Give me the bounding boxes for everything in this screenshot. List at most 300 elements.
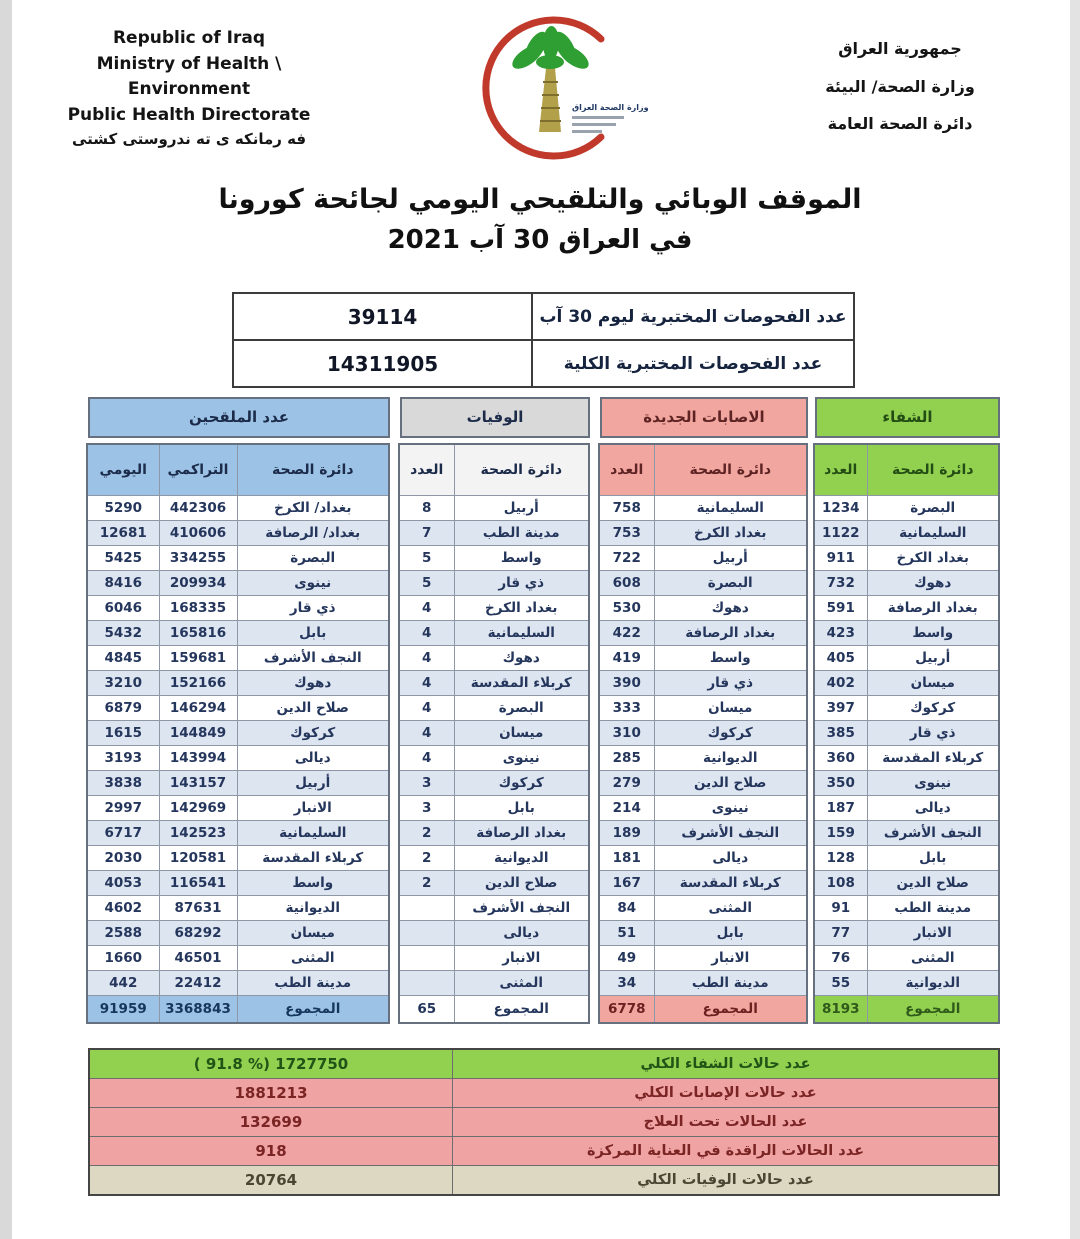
table-row [399,571,589,596]
cell-name: كربلاء المقدسة [654,871,807,896]
column-header-name: دائرة الصحة [454,444,589,496]
table-row [87,796,389,821]
cell-name: بغداد الرصافة [654,621,807,646]
total-label: المجموع [867,996,999,1024]
header-english [38,26,340,151]
cell-value: 385 [814,721,867,746]
cell-daily: 6879 [87,696,159,721]
cell-name: البصرة [867,496,999,521]
cell-name: أربيل [867,646,999,671]
lab-tests-daily-value: 39114 [233,293,532,340]
cell-value: 402 [814,671,867,696]
photo-edge-right [1070,0,1080,1239]
cell-cumulative: 146294 [159,696,237,721]
cell-value: 108 [814,871,867,896]
table-row [814,596,999,621]
table-row [399,621,589,646]
cell-name: كركوك [867,696,999,721]
table-row [87,746,389,771]
cell-value: 187 [814,796,867,821]
table-row [87,921,389,946]
cell-name: مدينة الطب [654,971,807,996]
recoveries-table [815,397,1000,1024]
column-header-daily: اليومي [87,444,159,496]
total-daily: 91959 [87,996,159,1024]
cell-value: 530 [599,596,654,621]
table-row [399,546,589,571]
cell-name: صلاح الدين [654,771,807,796]
table-row [599,696,807,721]
cell-name: نينوى [237,571,389,596]
cell-name: ديالى [237,746,389,771]
column-header-name: دائرة الصحة [654,444,807,496]
table-row [87,946,389,971]
table-row [599,521,807,546]
cell-name: واسط [867,621,999,646]
cell-name: ذي قار [237,596,389,621]
vaccinated-table-title: عدد الملقحين [88,397,390,438]
vaccinated-table [88,397,390,1024]
cell-name: المثنى [654,896,807,921]
cell-cumulative: 142969 [159,796,237,821]
cell-value: 2 [399,846,454,871]
page-title-line1: الموقف الوبائي والتلقيحي اليومي لجائحة كورونا [218,184,862,215]
cell-value: 49 [599,946,654,971]
cell-value: 34 [599,971,654,996]
table-row [814,621,999,646]
cell-name: الديوانية [654,746,807,771]
table-row [87,521,389,546]
cell-name: المثنى [867,946,999,971]
table-row [814,746,999,771]
table-row [814,671,999,696]
cell-cumulative: 209934 [159,571,237,596]
page-title-line2: في العراق 30 آب 2021 [387,225,693,256]
cell-name: المثنى [237,946,389,971]
table-row [599,971,807,996]
table-row [599,621,807,646]
cell-value: 360 [814,746,867,771]
cell-value: 419 [599,646,654,671]
table-row [399,971,589,996]
cell-value: 4 [399,646,454,671]
table-row [233,293,854,340]
cell-cumulative: 46501 [159,946,237,971]
table-row [599,721,807,746]
total-value: 8193 [814,996,867,1024]
table-row [399,921,589,946]
table-row [399,721,589,746]
table-row [599,596,807,621]
cell-name: كربلاء المقدسة [454,671,589,696]
cell-name: بابل [237,621,389,646]
cell-name: ذي قار [654,671,807,696]
cell-name: بغداد الكرخ [454,596,589,621]
header-arabic-line3: دائرة الصحة العامة [827,114,973,134]
summary-row-total-recoveries [89,1049,999,1079]
ministry-of-health-logo [448,10,658,172]
lab-tests-total-label: عدد الفحوصات المختبرية الكلية [532,340,854,387]
table-row [814,571,999,596]
cell-cumulative: 334255 [159,546,237,571]
cell-daily: 3193 [87,746,159,771]
table-row [399,896,589,921]
cell-name: بغداد/ الكرخ [237,496,389,521]
cell-daily: 4053 [87,871,159,896]
cell-name: كركوك [454,771,589,796]
cell-name: بابل [454,796,589,821]
cell-name: البصرة [654,571,807,596]
cell-name: بابل [654,921,807,946]
summary-label: عدد حالات الوفيات الكلي [453,1166,1000,1196]
cell-name: أربيل [454,496,589,521]
cell-name: كربلاء المقدسة [237,846,389,871]
cell-name: دهوك [867,571,999,596]
total-label: المجموع [454,996,589,1024]
cell-value: 4 [399,721,454,746]
table-row [599,946,807,971]
cell-name: مدينة الطب [237,971,389,996]
recoveries-table-title: الشفاء [815,397,1000,438]
cell-value: 7 [399,521,454,546]
new-infections-table-title: الاصابات الجديدة [600,397,808,438]
table-row [599,546,807,571]
cell-value: 77 [814,921,867,946]
table-row [87,771,389,796]
cell-name: بغداد/ الرصافة [237,521,389,546]
table-row [814,846,999,871]
cell-value: 753 [599,521,654,546]
cell-cumulative: 68292 [159,921,237,946]
cell-name: النجف الأشرف [654,821,807,846]
column-header-name: دائرة الصحة [237,444,389,496]
cell-cumulative: 22412 [159,971,237,996]
cell-name: الديوانية [867,971,999,996]
table-row [399,521,589,546]
table-row [87,571,389,596]
cell-name: مدينة الطب [867,896,999,921]
column-header-row [599,444,807,496]
table-row [399,496,589,521]
table-row [87,696,389,721]
cell-daily: 4602 [87,896,159,921]
cell-name: الديوانية [237,896,389,921]
cell-name: أربيل [237,771,389,796]
table-row [814,771,999,796]
cell-value: 310 [599,721,654,746]
table-row [599,846,807,871]
summary-row-icu-cases [89,1137,999,1166]
cell-daily: 8416 [87,571,159,596]
cell-daily: 12681 [87,521,159,546]
header-arabic-line1: جمهورية العراق [838,39,962,58]
cell-cumulative: 142523 [159,821,237,846]
table-row [399,846,589,871]
cell-name: ديالى [454,921,589,946]
cell-daily: 1660 [87,946,159,971]
table-row [87,671,389,696]
cell-value: 8 [399,496,454,521]
cell-name: البصرة [237,546,389,571]
photo-edge-left [0,0,12,1239]
cell-cumulative: 120581 [159,846,237,871]
cell-name: واسط [237,871,389,896]
cell-value: 423 [814,621,867,646]
cell-value: 51 [599,921,654,946]
cell-value: 181 [599,846,654,871]
cell-value: 591 [814,596,867,621]
table-row [87,596,389,621]
cell-cumulative: 116541 [159,871,237,896]
cell-value: 5 [399,546,454,571]
table-row [87,721,389,746]
cell-name: نينوى [454,746,589,771]
table-row [399,771,589,796]
table-row [87,621,389,646]
table-row [599,821,807,846]
page-title [40,178,1040,260]
table-row [399,821,589,846]
cell-value: 55 [814,971,867,996]
table-row [399,796,589,821]
table-row [399,671,589,696]
cell-value: 214 [599,796,654,821]
cell-value: 3 [399,796,454,821]
table-row [399,946,589,971]
table-row [814,696,999,721]
cell-cumulative: 152166 [159,671,237,696]
header-kurdish-line: فه رمانكه ى ته ندروستى كشتى [71,130,307,148]
header-english-line1: Republic of Iraq [112,28,266,48]
table-row [599,921,807,946]
logo-caption-line [572,123,616,126]
table-row [599,496,807,521]
cell-daily: 5425 [87,546,159,571]
cell-daily: 3210 [87,671,159,696]
cell-name: واسط [454,546,589,571]
table-row [87,546,389,571]
total-cumulative: 3368843 [159,996,237,1024]
cell-name: ذي قار [867,721,999,746]
cell-value [399,946,454,971]
logo-caption: وزارة الصحة العراق [572,103,649,112]
cell-name: بغداد الكرخ [867,546,999,571]
cell-daily: 5290 [87,496,159,521]
cell-name: السليمانية [867,521,999,546]
cell-cumulative: 144849 [159,721,237,746]
cell-value: 3 [399,771,454,796]
cell-daily: 5432 [87,621,159,646]
cell-name: صلاح الدين [237,696,389,721]
header-arabic-line2: وزارة الصحة/ البيئة [825,76,975,96]
summary-label: عدد الحالات تحت العلاج [453,1108,1000,1137]
cell-value: 167 [599,871,654,896]
column-header-row [87,444,389,496]
cell-cumulative: 143994 [159,746,237,771]
lab-tests-total-value: 14311905 [233,340,532,387]
summary-value: 20764 [89,1166,453,1196]
summary-row-under-treatment [89,1108,999,1137]
table-row [814,821,999,846]
column-header-value: العدد [599,444,654,496]
table-row [87,896,389,921]
summary-label: عدد حالات الإصابات الكلي [453,1079,1000,1108]
table-row [814,946,999,971]
cell-name: ميسان [237,921,389,946]
table-row [814,521,999,546]
cell-cumulative: 165816 [159,621,237,646]
total-row [399,996,589,1024]
header-arabic [780,30,1020,143]
cell-value [399,921,454,946]
cell-value: 84 [599,896,654,921]
cell-value: 4 [399,621,454,646]
column-header-value: العدد [814,444,867,496]
column-header-name: دائرة الصحة [867,444,999,496]
cell-name: النجف الأشرف [867,821,999,846]
cell-name: النجف الأشرف [454,896,589,921]
table-row [599,896,807,921]
cell-value: 91 [814,896,867,921]
cell-name: صلاح الدين [454,871,589,896]
cell-name: بابل [867,846,999,871]
table-row [233,340,854,387]
cell-name: النجف الأشرف [237,646,389,671]
total-value: 6778 [599,996,654,1024]
cell-value: 159 [814,821,867,846]
cell-daily: 2997 [87,796,159,821]
cell-name: بغداد الرصافة [867,596,999,621]
table-row [599,671,807,696]
cell-name: دهوك [237,671,389,696]
column-header-row [814,444,999,496]
cell-name: كركوك [654,721,807,746]
cell-name: بغداد الرصافة [454,821,589,846]
cell-value: 422 [599,621,654,646]
cell-value: 4 [399,596,454,621]
cell-name: الانبار [867,921,999,946]
logo-caption-line [572,130,602,133]
cell-name: الانبار [237,796,389,821]
cell-value: 1122 [814,521,867,546]
cell-value: 390 [599,671,654,696]
table-row [814,546,999,571]
table-row [814,646,999,671]
cell-daily: 6717 [87,821,159,846]
column-header-value: العدد [399,444,454,496]
summary-value: 132699 [89,1108,453,1137]
cell-value: 405 [814,646,867,671]
summary-label: عدد حالات الشفاء الكلي [453,1049,1000,1079]
cell-value: 128 [814,846,867,871]
summary-value: 1881213 [89,1079,453,1108]
cell-name: ذي قار [454,571,589,596]
cell-name: الانبار [454,946,589,971]
total-label: المجموع [654,996,807,1024]
cell-value: 2 [399,871,454,896]
cell-cumulative: 159681 [159,646,237,671]
cell-name: كركوك [237,721,389,746]
table-row [814,871,999,896]
cell-name: السليمانية [237,821,389,846]
table-row [599,871,807,896]
cell-value: 1234 [814,496,867,521]
summary-row-total-deaths [89,1166,999,1196]
table-row [814,896,999,921]
cell-value: 397 [814,696,867,721]
deaths-table [400,397,590,1024]
table-row [87,646,389,671]
cell-name: دهوك [454,646,589,671]
cell-value [399,896,454,921]
lab-tests-daily-label: عدد الفحوصات المختبرية ليوم 30 آب [532,293,854,340]
cell-name: نينوى [867,771,999,796]
cell-daily: 442 [87,971,159,996]
table-row [814,721,999,746]
cell-name: ميسان [454,721,589,746]
table-row [599,646,807,671]
cell-daily: 2588 [87,921,159,946]
table-row [599,746,807,771]
cell-name: المثنى [454,971,589,996]
column-header-cumulative: التراكمي [159,444,237,496]
cell-value: 722 [599,546,654,571]
cell-value: 76 [814,946,867,971]
table-row [814,796,999,821]
header-english-line2: Ministry of Health \ Environment [96,53,282,99]
lab-tests-table [232,292,855,388]
cell-cumulative: 410606 [159,521,237,546]
table-row [599,771,807,796]
cell-value: 758 [599,496,654,521]
cell-name: السليمانية [454,621,589,646]
cell-value [399,971,454,996]
deaths-table-title: الوفيات [400,397,590,438]
cell-value: 333 [599,696,654,721]
cell-value: 350 [814,771,867,796]
table-row [87,821,389,846]
table-row [87,846,389,871]
cell-value: 732 [814,571,867,596]
cell-name: ديالى [654,846,807,871]
cell-value: 911 [814,546,867,571]
cell-cumulative: 87631 [159,896,237,921]
table-row [87,871,389,896]
total-label: المجموع [237,996,389,1024]
table-row [599,571,807,596]
total-row [599,996,807,1024]
table-row [87,971,389,996]
cell-name: ميسان [867,671,999,696]
table-row [399,871,589,896]
new-infections-table [600,397,808,1024]
summary-value: 918 [89,1137,453,1166]
summary-label: عدد الحالات الراقدة في العناية المركزة [453,1137,1000,1166]
total-value: 65 [399,996,454,1024]
cell-name: مدينة الطب [454,521,589,546]
cell-value: 4 [399,696,454,721]
cell-cumulative: 168335 [159,596,237,621]
table-row [399,696,589,721]
cell-cumulative: 143157 [159,771,237,796]
cell-name: كربلاء المقدسة [867,746,999,771]
summary-value: ( 91.8 %) 1727750 [89,1049,453,1079]
cell-name: نينوى [654,796,807,821]
header-english-line3: Public Health Directorate [67,104,311,125]
cell-value: 608 [599,571,654,596]
total-row [814,996,999,1024]
cell-daily: 2030 [87,846,159,871]
